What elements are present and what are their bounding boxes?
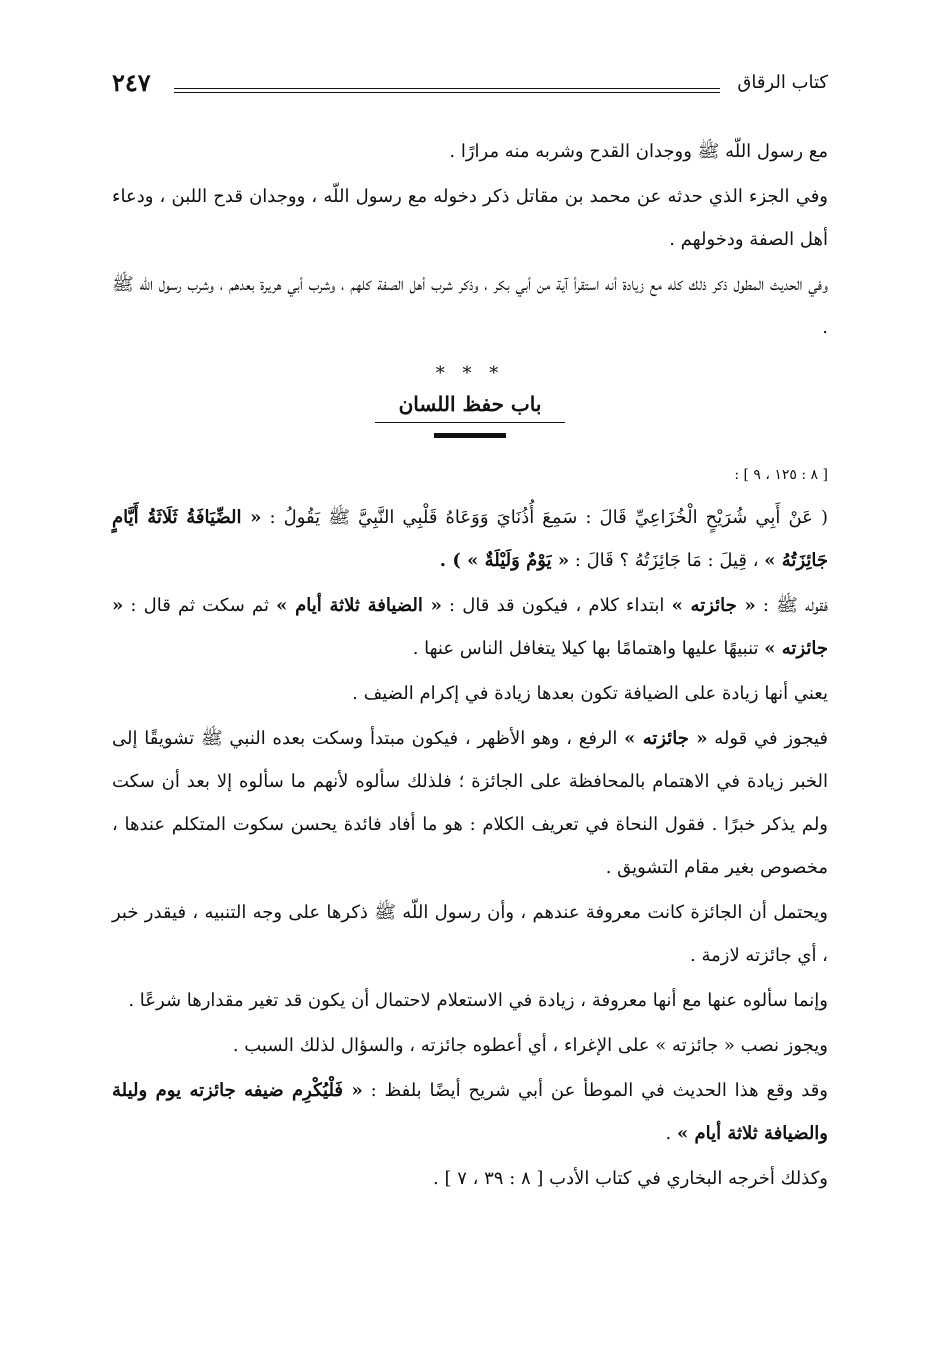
chapter-heading bbox=[112, 392, 828, 438]
commentary-bold: « جائزته » bbox=[671, 595, 756, 616]
commentary-text: فقوله ﷺ : bbox=[762, 595, 828, 616]
hadith-part: ( عَنْ أَبِي شُرَيْحٍ الْخُزَاعِيِّ قَالَ : سَمِعَ أُذُنَايَ وَوَعَاهُ قَلْبِي النَّبِيَّ ﷺ يَقُولُ : bbox=[269, 507, 828, 528]
hadith-bold: « الضِّيَافَةُ ثَلَاثَةُ أَيَّامٍ جَائِزَتُهُ » bbox=[112, 507, 828, 571]
commentary-paragraph: وإنما سألوه عنها مع أنها معروفة ، زيادة في الاستعلام لاحتمال أن يكون قد تغير مقدارها شرعًا . bbox=[128, 990, 828, 1011]
commentary-paragraph bbox=[112, 1069, 828, 1155]
commentary-text: . bbox=[665, 1123, 672, 1144]
commentary-paragraph bbox=[112, 717, 828, 889]
intro-paragraph: مع رسول اللّه ﷺ ووجدان القدح وشربه منه مرارًا . bbox=[449, 141, 828, 162]
commentary-paragraph: وكذلك أخرجه البخاري في كتاب الأدب [ ٨ : ٣٩ ، ٧ ] . bbox=[433, 1168, 828, 1189]
commentary-bold: « جائزته » bbox=[624, 728, 708, 749]
commentary-bold: « فَلْيُكْرِم ضيفه جائزته يوم وليلة والضيافة ثلاثة أيام » bbox=[112, 1080, 828, 1144]
commentary-paragraph: ويحتمل أن الجائزة كانت معروفة عندهم ، وأن رسول اللّه ﷺ ذكرها على وجه التنبيه ، فيقدر خبر ، أي جائزته لازمة . bbox=[112, 902, 828, 966]
commentary-paragraph bbox=[112, 584, 828, 670]
page-body bbox=[112, 130, 828, 1202]
commentary-paragraph: ويجوز نصب « جائزته » على الإغراء ، أي أعطوه جائزته ، والسؤال لذلك السبب . bbox=[232, 1035, 828, 1056]
hadith-bold: « يَوْمٌ وَلَيْلَةٌ » ) . bbox=[439, 550, 570, 571]
commentary-text: تنبيهًا عليها واهتمامًا بها كيلا يتغافل الناس عنها . bbox=[412, 638, 759, 659]
intro-paragraph: وفي الحديث المطول ذكر ذلك كله مع زيادة أنه استقرأ آية من أبي بكر ، وذكر شرب أهل الصفة كلهم ، وشرب أبي هريرة بعدهم ، وشرب رسول اللّه ﷺ . bbox=[112, 274, 829, 338]
commentary-text: ابتداء كلام ، فيكون قد قال : bbox=[449, 595, 665, 616]
commentary-text: ثم سكت ثم قال : bbox=[130, 595, 269, 616]
intro-paragraph: وفي الجزء الذي حدثه عن محمد بن مقاتل ذكر دخوله مع رسول اللّه ، ووجدان قدح اللبن ، ودعاء أهل الصفة ودخولهم . bbox=[112, 186, 828, 250]
commentary-bold: « الضيافة ثلاثة أيام » bbox=[276, 595, 442, 616]
header-rule bbox=[174, 88, 720, 93]
commentary-bold: « جائزته » bbox=[112, 595, 828, 659]
hadith-reference: [ ٨ : ١٢٥ ، ٩ ] : bbox=[734, 467, 828, 483]
commentary-paragraph: يعني أنها زيادة على الضيافة تكون بعدها زيادة في إكرام الضيف . bbox=[352, 683, 828, 704]
page-header bbox=[112, 62, 828, 102]
section-separator: * * * bbox=[435, 363, 505, 384]
hadith-part: ، قِيلَ : مَا جَائِزَتُهُ ؟ قَالَ : bbox=[574, 550, 759, 571]
commentary-text: الرفع ، وهو الأظهر ، فيكون مبتدأ وسكت بعده النبي ﷺ تشويقًا إلى الخبر زيادة في الاهتمام بالمحافظة على الجائزة ؛ فلذلك سألوه لأنهم ما سألوه إلا بعد أن سكت ولم يذكر خبرًا . فقول النحاة في تعريف الكلام : هو ما أفاد فائدة يحسن سكوت المتكلم عندها ، مخصوص بغير مقام التشويق . bbox=[112, 728, 828, 878]
hadith-text bbox=[112, 496, 828, 582]
running-title: كتاب الرقاق bbox=[737, 72, 828, 93]
page-number: ٢٤٧ bbox=[112, 68, 151, 97]
commentary-text: وقد وقع هذا الحديث في الموطأ عن أبي شريح أيضًا بلفظ : bbox=[370, 1080, 828, 1101]
chapter-ornament-bar bbox=[434, 433, 506, 438]
chapter-title: باب حفظ اللسان bbox=[375, 392, 565, 423]
commentary-text: فيجوز في قوله bbox=[714, 728, 828, 749]
